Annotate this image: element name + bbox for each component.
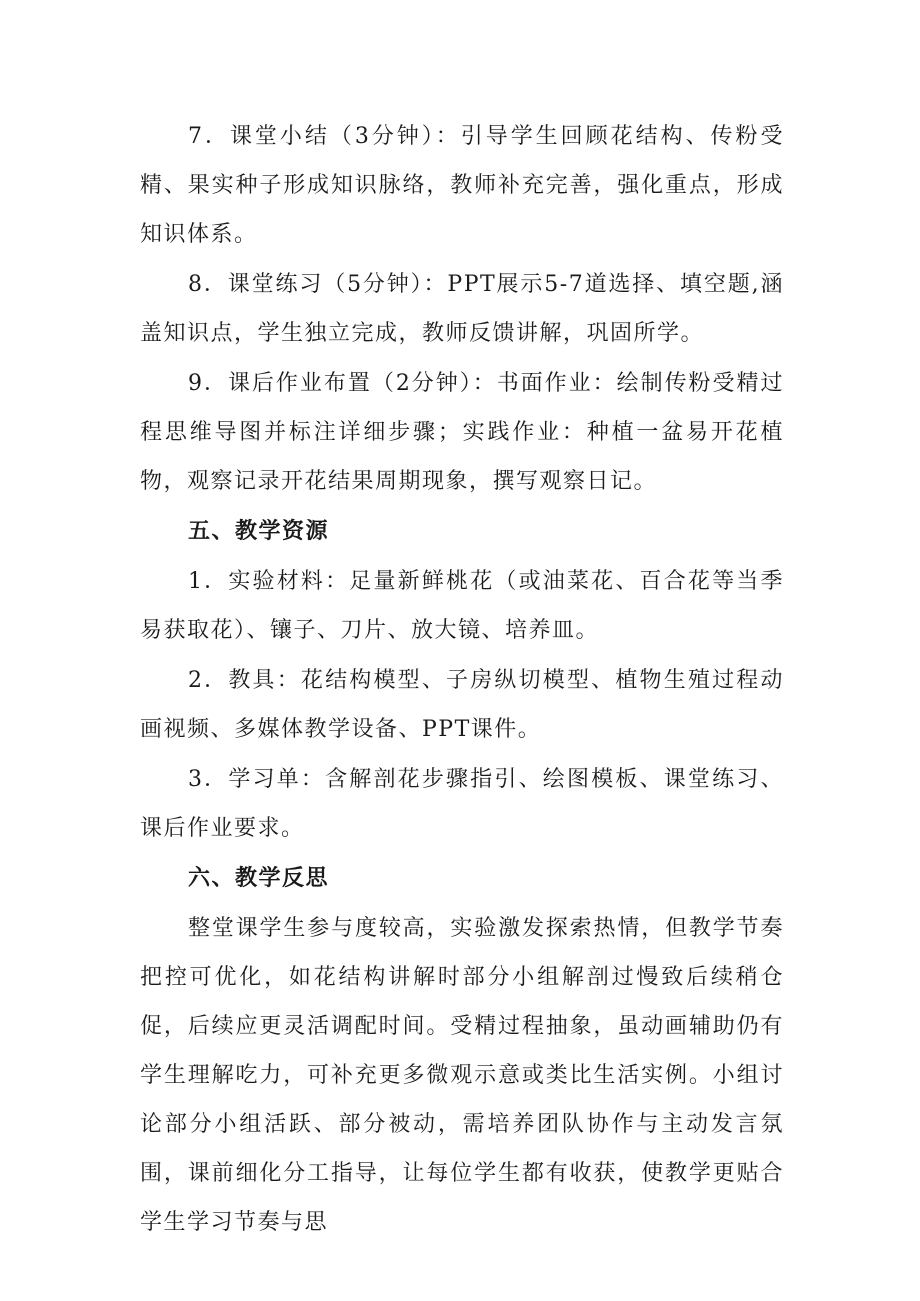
paragraph-reflection: 整堂课学生参与度较高，实验激发探索热情，但教学节奏把控可优化，如花结构讲解时部分小组解剖过慢致后续稍仓促，后续应更灵活调配时间。受精过程抽象，虽动画辅助仍有学生理解吃力，可补充更多微观示意或类比生活实例。小组讨论部分小组活跃、部分被动，需培养团队协作与主动发言氛围，课前细化分工指导，让每位学生都有收获，使教学更贴合学生学习节奏与思 [140, 916, 784, 1235]
paragraph-class-practice: 8．课堂练习（5分钟）：PPT展示5-7道选择、填空题,涵盖知识点，学生独立完成，教师反馈讲解，巩固所学。 [140, 272, 784, 346]
document-body [140, 112, 784, 1248]
section-heading-teaching-resources: 五、教学资源 [188, 518, 330, 544]
paragraph-class-summary: 7．课堂小结（3分钟）：引导学生回顾花结构、传粉受精、果实种子形成知识脉络，教师补充完善，强化重点，形成知识体系。 [140, 124, 784, 247]
paragraph-homework: 9．课后作业布置（2分钟）：书面作业：绘制传粉受精过程思维导图并标注详细步骤；实践作业：种植一盆易开花植物，观察记录开花结果周期现象，撰写观察日记。 [140, 371, 784, 494]
section-heading-teaching-reflection: 六、教学反思 [188, 865, 330, 891]
paragraph-lab-materials: 1．实验材料：足量新鲜桃花（或油菜花、百合花等当季易获取花）、镶子、刀片、放大镜、培养皿。 [140, 569, 784, 643]
paragraph-teaching-aids: 2．教具：花结构模型、子房纵切模型、植物生殖过程动画视频、多媒体教学设备、PPT课件。 [140, 668, 784, 742]
paragraph-worksheet: 3．学习单：含解剖花步骤指引、绘图模板、课堂练习、课后作业要求。 [140, 767, 784, 841]
